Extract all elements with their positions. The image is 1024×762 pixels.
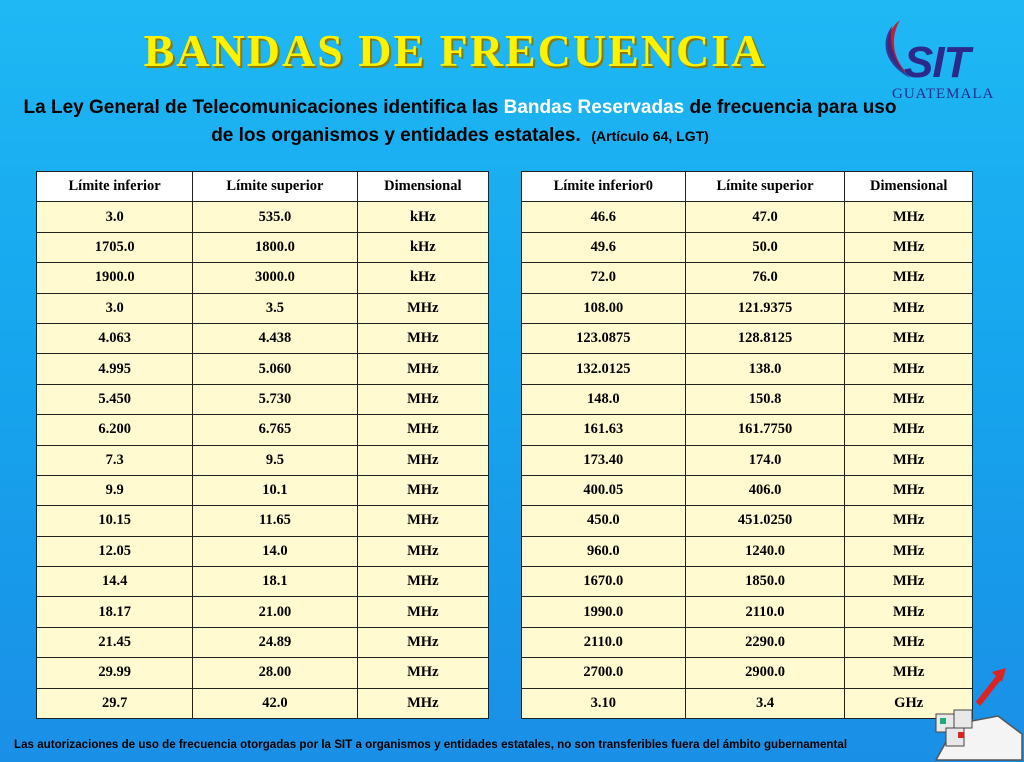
table-header-row: [37, 172, 489, 202]
unit-cell: MHz: [357, 506, 488, 536]
unit-cell: MHz: [357, 597, 488, 627]
lower-limit-cell: 14.4: [37, 567, 193, 597]
table-header-row: [522, 172, 973, 202]
unit-cell: MHz: [845, 384, 973, 414]
upper-limit-cell: 42.0: [193, 688, 357, 718]
table-row: [522, 263, 973, 293]
unit-cell: MHz: [845, 567, 973, 597]
table-row: [522, 354, 973, 384]
column-header-lower-limit: Límite inferior0: [522, 172, 686, 202]
table-row: [522, 597, 973, 627]
column-header-unit: Dimensional: [357, 172, 488, 202]
lower-limit-cell: 2110.0: [522, 627, 686, 657]
lower-limit-cell: 1990.0: [522, 597, 686, 627]
lower-limit-cell: 18.17: [37, 597, 193, 627]
upper-limit-cell: 121.9375: [685, 293, 845, 323]
upper-limit-cell: 2110.0: [685, 597, 845, 627]
lower-limit-cell: 7.3: [37, 445, 193, 475]
upper-limit-cell: 1850.0: [685, 567, 845, 597]
unit-cell: MHz: [845, 627, 973, 657]
unit-cell: MHz: [845, 354, 973, 384]
upper-limit-cell: 3.4: [685, 688, 845, 718]
unit-cell: MHz: [845, 415, 973, 445]
table-row: [37, 232, 489, 262]
upper-limit-cell: 5.060: [193, 354, 357, 384]
lower-limit-cell: 9.9: [37, 475, 193, 505]
subtitle-text-end: de frecuencia para uso de los organismos y entidades estatales.: [211, 97, 897, 146]
unit-cell: kHz: [357, 263, 488, 293]
lower-limit-cell: 1670.0: [522, 567, 686, 597]
lower-limit-cell: 10.15: [37, 506, 193, 536]
table-row: [37, 536, 489, 566]
upper-limit-cell: 24.89: [193, 627, 357, 657]
table-row: [522, 536, 973, 566]
antenna-hand-icon: [926, 664, 1024, 762]
subtitle: [20, 94, 900, 150]
upper-limit-cell: 1240.0: [685, 536, 845, 566]
lower-limit-cell: 108.00: [522, 293, 686, 323]
upper-limit-cell: 161.7750: [685, 415, 845, 445]
table-row: [522, 293, 973, 323]
subtitle-text-start: La Ley General de Telecomunicaciones identifica las: [23, 97, 504, 118]
page-title: BANDAS DE FRECUENCIA: [143, 25, 767, 76]
logo-name: SIT: [904, 38, 970, 87]
unit-cell: MHz: [357, 384, 488, 414]
unit-cell: MHz: [357, 293, 488, 323]
upper-limit-cell: 1800.0: [193, 232, 357, 262]
footer-note: Las autorizaciones de uso de frecuencia otorgadas por la SIT a organismos y entidades estatales, no son transferibles fuera del ámbito gubernamental: [14, 738, 848, 751]
table-body-right: [522, 202, 973, 719]
unit-cell: MHz: [845, 293, 973, 323]
unit-cell: MHz: [845, 445, 973, 475]
lower-limit-cell: 21.45: [37, 627, 193, 657]
subtitle-reference: (Artículo 64, LGT): [591, 128, 709, 144]
table-row: [522, 658, 973, 688]
lower-limit-cell: 161.63: [522, 415, 686, 445]
unit-cell: MHz: [357, 536, 488, 566]
frequency-table-right: [521, 171, 973, 719]
unit-cell: MHz: [357, 415, 488, 445]
unit-cell: MHz: [357, 567, 488, 597]
table-row: [37, 293, 489, 323]
table-row: [522, 323, 973, 353]
table-row: [37, 506, 489, 536]
unit-cell: MHz: [845, 323, 973, 353]
table-row: [37, 384, 489, 414]
lower-limit-cell: 29.7: [37, 688, 193, 718]
lower-limit-cell: 29.99: [37, 658, 193, 688]
table-row: [37, 445, 489, 475]
upper-limit-cell: 4.438: [193, 323, 357, 353]
table-row: [37, 323, 489, 353]
lower-limit-cell: 1705.0: [37, 232, 193, 262]
unit-cell: MHz: [357, 475, 488, 505]
upper-limit-cell: 50.0: [685, 232, 845, 262]
unit-cell: MHz: [845, 202, 973, 232]
frequency-table-left: [36, 171, 489, 719]
lower-limit-cell: 1900.0: [37, 263, 193, 293]
upper-limit-cell: 2290.0: [685, 627, 845, 657]
table-row: [522, 475, 973, 505]
table-row: [37, 354, 489, 384]
upper-limit-cell: 535.0: [193, 202, 357, 232]
lower-limit-cell: 123.0875: [522, 323, 686, 353]
unit-cell: MHz: [357, 323, 488, 353]
upper-limit-cell: 11.65: [193, 506, 357, 536]
unit-cell: GHz: [845, 688, 973, 718]
table-row: [37, 688, 489, 718]
upper-limit-cell: 174.0: [685, 445, 845, 475]
unit-cell: MHz: [357, 688, 488, 718]
upper-limit-cell: 406.0: [685, 475, 845, 505]
column-header-lower-limit: Límite inferior: [37, 172, 193, 202]
table-row: [37, 627, 489, 657]
lower-limit-cell: 960.0: [522, 536, 686, 566]
table-row: [37, 597, 489, 627]
table-row: [522, 688, 973, 718]
column-header-upper-limit: Límite superior: [193, 172, 357, 202]
upper-limit-cell: 21.00: [193, 597, 357, 627]
unit-cell: MHz: [357, 658, 488, 688]
table-row: [522, 232, 973, 262]
column-header-unit: Dimensional: [845, 172, 973, 202]
lower-limit-cell: 46.6: [522, 202, 686, 232]
upper-limit-cell: 3000.0: [193, 263, 357, 293]
logo-country: GUATEMALA: [892, 86, 995, 102]
unit-cell: MHz: [357, 627, 488, 657]
upper-limit-cell: 2900.0: [685, 658, 845, 688]
lower-limit-cell: 450.0: [522, 506, 686, 536]
lower-limit-cell: 132.0125: [522, 354, 686, 384]
table-row: [522, 506, 973, 536]
upper-limit-cell: 28.00: [193, 658, 357, 688]
lower-limit-cell: 4.063: [37, 323, 193, 353]
lower-limit-cell: 6.200: [37, 415, 193, 445]
lower-limit-cell: 173.40: [522, 445, 686, 475]
upper-limit-cell: 128.8125: [685, 323, 845, 353]
upper-limit-cell: 76.0: [685, 263, 845, 293]
table-row: [37, 475, 489, 505]
table-row: [37, 658, 489, 688]
unit-cell: kHz: [357, 232, 488, 262]
table-row: [522, 384, 973, 414]
unit-cell: kHz: [357, 202, 488, 232]
upper-limit-cell: 10.1: [193, 475, 357, 505]
unit-cell: MHz: [845, 597, 973, 627]
lower-limit-cell: 72.0: [522, 263, 686, 293]
upper-limit-cell: 150.8: [685, 384, 845, 414]
lower-limit-cell: 3.10: [522, 688, 686, 718]
upper-limit-cell: 5.730: [193, 384, 357, 414]
unit-cell: MHz: [845, 658, 973, 688]
unit-cell: MHz: [357, 445, 488, 475]
table-row: [37, 202, 489, 232]
lower-limit-cell: 148.0: [522, 384, 686, 414]
lower-limit-cell: 3.0: [37, 202, 193, 232]
upper-limit-cell: 47.0: [685, 202, 845, 232]
table-row: [522, 415, 973, 445]
table-body-left: [37, 202, 489, 719]
upper-limit-cell: 9.5: [193, 445, 357, 475]
lower-limit-cell: 400.05: [522, 475, 686, 505]
upper-limit-cell: 18.1: [193, 567, 357, 597]
lower-limit-cell: 3.0: [37, 293, 193, 323]
table-row: [37, 263, 489, 293]
unit-cell: MHz: [845, 506, 973, 536]
column-header-upper-limit: Límite superior: [685, 172, 845, 202]
table-row: [522, 202, 973, 232]
lower-limit-cell: 12.05: [37, 536, 193, 566]
unit-cell: MHz: [845, 263, 973, 293]
upper-limit-cell: 3.5: [193, 293, 357, 323]
table-row: [37, 567, 489, 597]
unit-cell: MHz: [357, 354, 488, 384]
table-row: [522, 445, 973, 475]
upper-limit-cell: 451.0250: [685, 506, 845, 536]
table-row: [522, 627, 973, 657]
sit-logo: [878, 16, 1008, 106]
table-row: [522, 567, 973, 597]
table-row: [37, 415, 489, 445]
unit-cell: MHz: [845, 232, 973, 262]
lower-limit-cell: 4.995: [37, 354, 193, 384]
lower-limit-cell: 5.450: [37, 384, 193, 414]
upper-limit-cell: 138.0: [685, 354, 845, 384]
upper-limit-cell: 6.765: [193, 415, 357, 445]
unit-cell: MHz: [845, 536, 973, 566]
subtitle-highlight: Bandas Reservadas: [503, 97, 685, 118]
upper-limit-cell: 14.0: [193, 536, 357, 566]
lower-limit-cell: 49.6: [522, 232, 686, 262]
unit-cell: MHz: [845, 475, 973, 505]
lower-limit-cell: 2700.0: [522, 658, 686, 688]
